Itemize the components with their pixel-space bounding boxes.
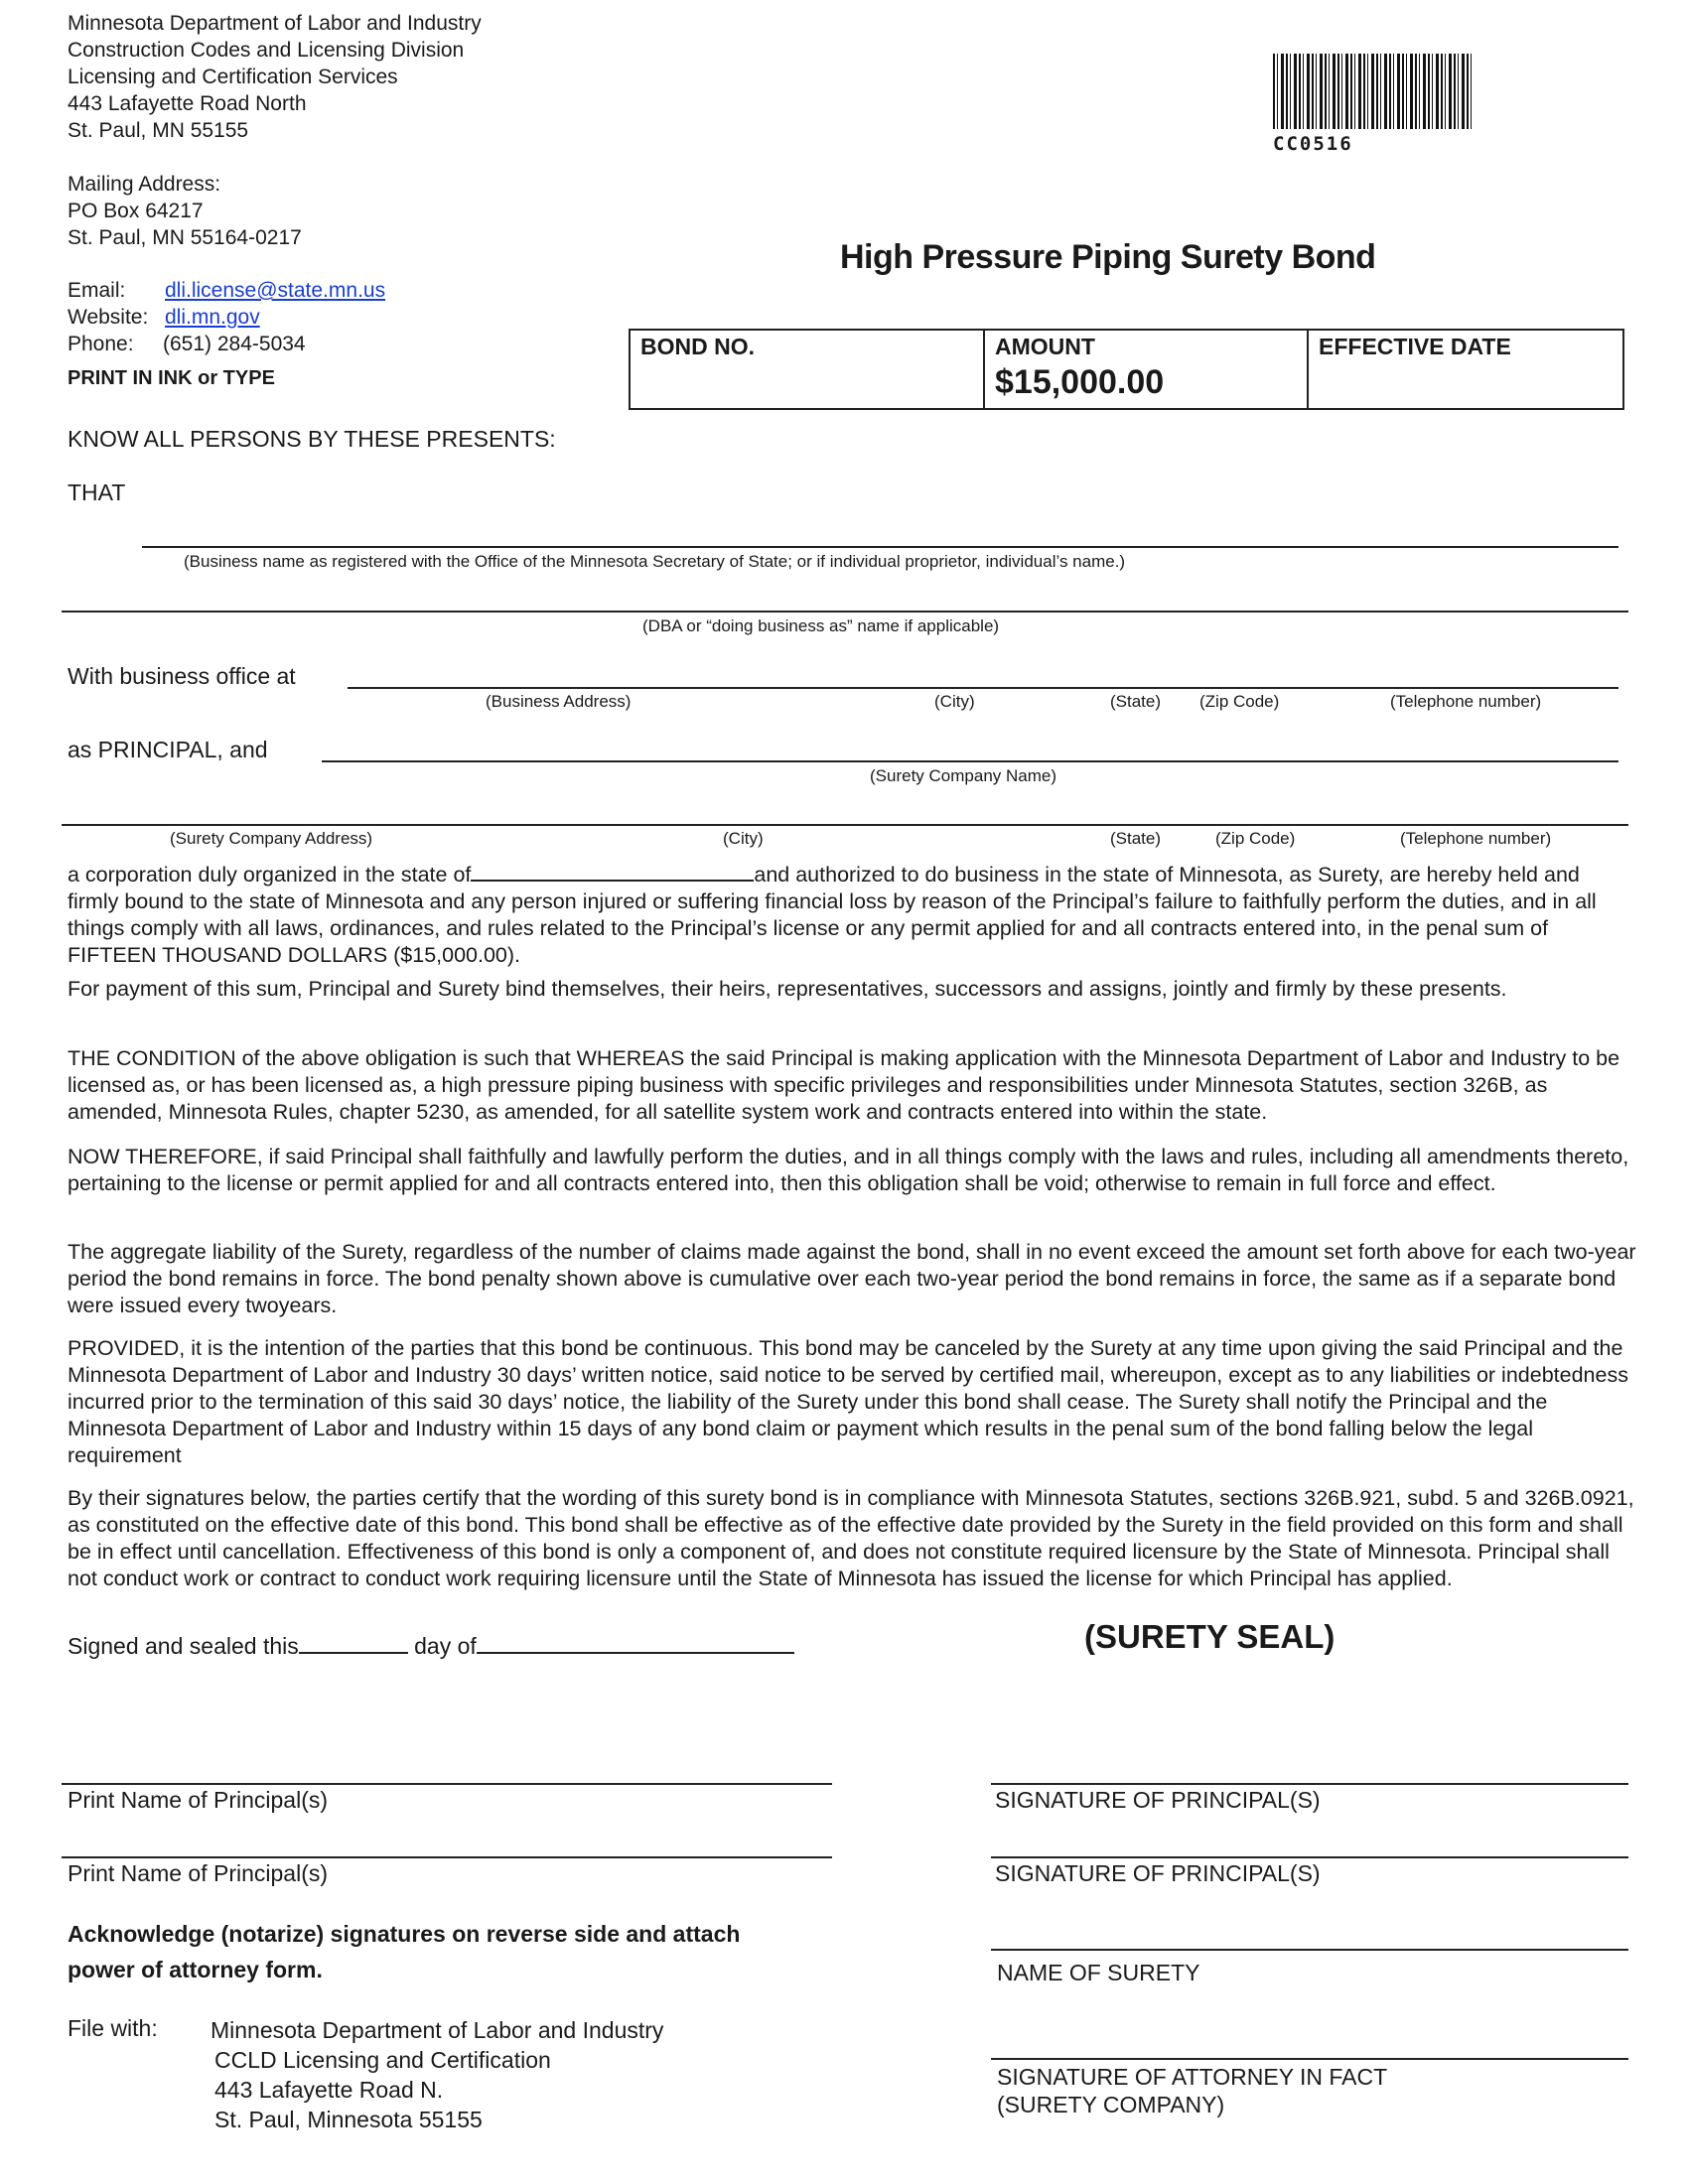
file-with-line: 443 Lafayette Road N. [214, 2077, 444, 2103]
corp-rest: held and firmly bound to the state of Minnesota and any person injured or suffering financial loss by reason of the Principal’s failure to faithfully perform the duties, and in all things comply with all laws, ordinances, and rules related to the Principal’s license or any permit applied for and all contracts entered into, in the penal sum of FIFTEEN THOUSAND DOLLARS ($15,000.00). [68, 863, 1597, 967]
effective-date-label: EFFECTIVE DATE [1319, 334, 1511, 359]
surety-address-field[interactable] [62, 824, 1628, 826]
signature-attorney-line-1: SIGNATURE OF ATTORNEY IN FACT [997, 2064, 1388, 2090]
file-with-label: File with: [68, 2015, 158, 2041]
signed-sealed-line [68, 1632, 794, 1660]
business-office-label: With business office at [68, 663, 296, 689]
telephone-caption: (Telephone number) [1390, 692, 1542, 711]
website-label: Website: [68, 306, 149, 329]
print-name-2-field[interactable] [62, 1856, 832, 1858]
acknowledge-line-1: Acknowledge (notarize) signatures on reverse side and attach [68, 1921, 741, 1947]
now-therefore-paragraph: NOW THEREFORE, if said Principal shall faithfully and lawfully perform the duties, and in all things comply with the laws and rules, including all amendments thereto, pertaining to the license or permit applied for and all contracts entered into, then this obligation shall be void; otherwise to remain in full force and effect. [68, 1145, 1629, 1195]
file-with-address [211, 2015, 663, 2134]
bond-no-label: BOND NO. [640, 334, 755, 359]
phone-label: Phone: [68, 333, 134, 355]
business-name-field[interactable] [142, 546, 1618, 548]
surety-state-field[interactable] [471, 860, 754, 882]
dba-field[interactable] [62, 611, 1628, 613]
effective-date-cell[interactable] [1309, 331, 1620, 408]
signature-principal-1-field[interactable] [991, 1783, 1628, 1785]
mailing-address [68, 171, 302, 251]
signature-principal-2-field[interactable] [991, 1856, 1628, 1858]
surety-state-caption: (State) [1110, 829, 1162, 848]
corp-prefix: a corporation duly organized in the state of [68, 863, 472, 887]
address-line: Licensing and Certification Services [68, 66, 398, 88]
signature-attorney-line-2: (SURETY COMPANY) [997, 2092, 1225, 2117]
signed-prefix: Signed and sealed this [68, 1633, 299, 1659]
mailing-label: Mailing Address: [68, 173, 221, 196]
zip-caption: (Zip Code) [1199, 692, 1280, 711]
barcode-icon [1273, 54, 1472, 129]
corp-suffix: and authorized to do business in the state of Minnesota, as Surety, are hereby [754, 863, 1492, 887]
file-with-line: St. Paul, Minnesota 55155 [214, 2107, 483, 2132]
mailing-line: PO Box 64217 [68, 200, 204, 222]
signed-middle: day of [414, 1633, 477, 1659]
city-caption: (City) [934, 692, 975, 711]
signature-attorney-label [997, 2063, 1387, 2118]
signature-attorney-field[interactable] [991, 2058, 1628, 2060]
business-address-field[interactable] [348, 687, 1618, 689]
amount-cell [985, 331, 1309, 408]
print-name-1-label: Print Name of Principal(s) [68, 1787, 329, 1813]
signature-principal-2-label: SIGNATURE OF PRINCIPAL(S) [995, 1860, 1321, 1886]
print-name-1-field[interactable] [62, 1783, 832, 1785]
bond-no-cell[interactable] [631, 331, 985, 408]
file-with-line: Minnesota Department of Labor and Industry [211, 2017, 664, 2043]
acknowledge-note [68, 1916, 740, 1987]
condition-paragraph: THE CONDITION of the above obligation is such that WHEREAS the said Principal is making application with the Minnesota Department of Labor and Industry to be licensed as, or has been licensed as, a high pressure piping business with specific privileges and responsibilities under Minnesota Statutes, section 326B, as amended, Minnesota Rules, chapter 5230, as amended, for all satellite system work and contracts entered into within the state. [68, 1046, 1620, 1124]
business-address-caption: (Business Address) [486, 692, 632, 711]
certification-paragraph: By their signatures below, the parties certify that the wording of this surety bond is in compliance with Minnesota Statutes, sections 326B.921, subd. 5 and 326B.0921, as constituted on the effective date of this bond. This bond shall be effective as of the effective date provided by the Surety in the field provided on this form and shall be in effect until cancellation. Effectiveness of this bond is only a component of, and does not constitute required licensure by the State of Minnesota. Principal shall not conduct work or contract to conduct work requiring licensure until the State of Minnesota has issued the license for which Principal has applied. [68, 1486, 1634, 1590]
print-note: PRINT IN INK or TYPE [68, 367, 275, 389]
payment-paragraph: For payment of this sum, Principal and Surety bind themselves, their heirs, representatives, successors and assigns, jointly and firmly by these presents. [68, 977, 1507, 1001]
day-field[interactable] [299, 1632, 408, 1654]
surety-zip-caption: (Zip Code) [1215, 829, 1296, 848]
website-link[interactable]: dli.mn.gov [165, 306, 260, 329]
form-code: CC0516 [1273, 133, 1353, 155]
surety-name-caption: (Surety Company Name) [870, 766, 1057, 785]
print-name-2-label: Print Name of Principal(s) [68, 1860, 329, 1886]
acknowledge-line-2: power of attorney form. [68, 1957, 323, 1982]
mailing-line: St. Paul, MN 55164-0217 [68, 226, 302, 249]
provided-paragraph: PROVIDED, it is the intention of the parties that this bond be continuous. This bond may be canceled by the Surety at any time upon giving the said Principal and the Minnesota Department of Labor and Industry 30 days’ written notice, said notice to be served by certified mail, whereupon, except as to any liabilities or indebtedness incurred prior to the termination of this said 30 days’ notice, the liability of the Surety under this bond shall cease. The Surety shall notify the Principal and the Minnesota Department of Labor and Industry within 15 days of any bond claim or payment which results in the penal sum of the bond falling below the legal requirement [68, 1336, 1628, 1467]
email-link[interactable]: dli.license@state.mn.us [165, 279, 386, 302]
address-line: St. Paul, MN 55155 [68, 119, 249, 142]
page-title: High Pressure Piping Surety Bond [840, 238, 1376, 276]
address-line: Minnesota Department of Labor and Industry [68, 12, 482, 35]
amount-value: $15,000.00 [995, 363, 1165, 401]
dba-caption: (DBA or “doing business as” name if applicable) [642, 616, 1000, 635]
know-all-heading: KNOW ALL PERSONS BY THESE PRESENTS: [68, 426, 556, 452]
signature-principal-1-label: SIGNATURE OF PRINCIPAL(S) [995, 1787, 1321, 1813]
corporation-paragraph [68, 860, 1636, 969]
surety-telephone-caption: (Telephone number) [1400, 829, 1552, 848]
month-year-field[interactable] [477, 1632, 794, 1654]
bond-info-table [629, 329, 1624, 410]
agency-address [68, 10, 482, 144]
amount-label: AMOUNT [995, 334, 1095, 359]
address-line: 443 Lafayette Road North [68, 92, 307, 115]
aggregate-liability-paragraph: The aggregate liability of the Surety, regardless of the number of claims made against the bond, shall in no event exceed the amount set forth above for each two-year period the bond remains in force. The bond penalty shown above is cumulative over each two-year period the bond remains in force, the same as if a separate bond were issued every twoyears. [68, 1240, 1636, 1317]
name-of-surety-field[interactable] [991, 1949, 1628, 1951]
phone-number: (651) 284-5034 [163, 333, 306, 355]
surety-name-field[interactable] [322, 760, 1618, 762]
surety-city-caption: (City) [723, 829, 764, 848]
email-label: Email: [68, 279, 126, 302]
name-of-surety-label: NAME OF SURETY [997, 1960, 1200, 1985]
surety-seal: (SURETY SEAL) [1084, 1618, 1336, 1655]
surety-address-caption: (Surety Company Address) [170, 829, 373, 848]
state-caption: (State) [1110, 692, 1162, 711]
that-label: THAT [68, 479, 126, 505]
contact-block [68, 277, 385, 357]
business-name-caption: (Business name as registered with the Office of the Minnesota Secretary of State; or if individual proprietor, individual’s name.) [184, 552, 1126, 571]
file-with-line: CCLD Licensing and Certification [214, 2047, 551, 2073]
address-line: Construction Codes and Licensing Division [68, 39, 465, 62]
principal-label: as PRINCIPAL, and [68, 737, 268, 762]
